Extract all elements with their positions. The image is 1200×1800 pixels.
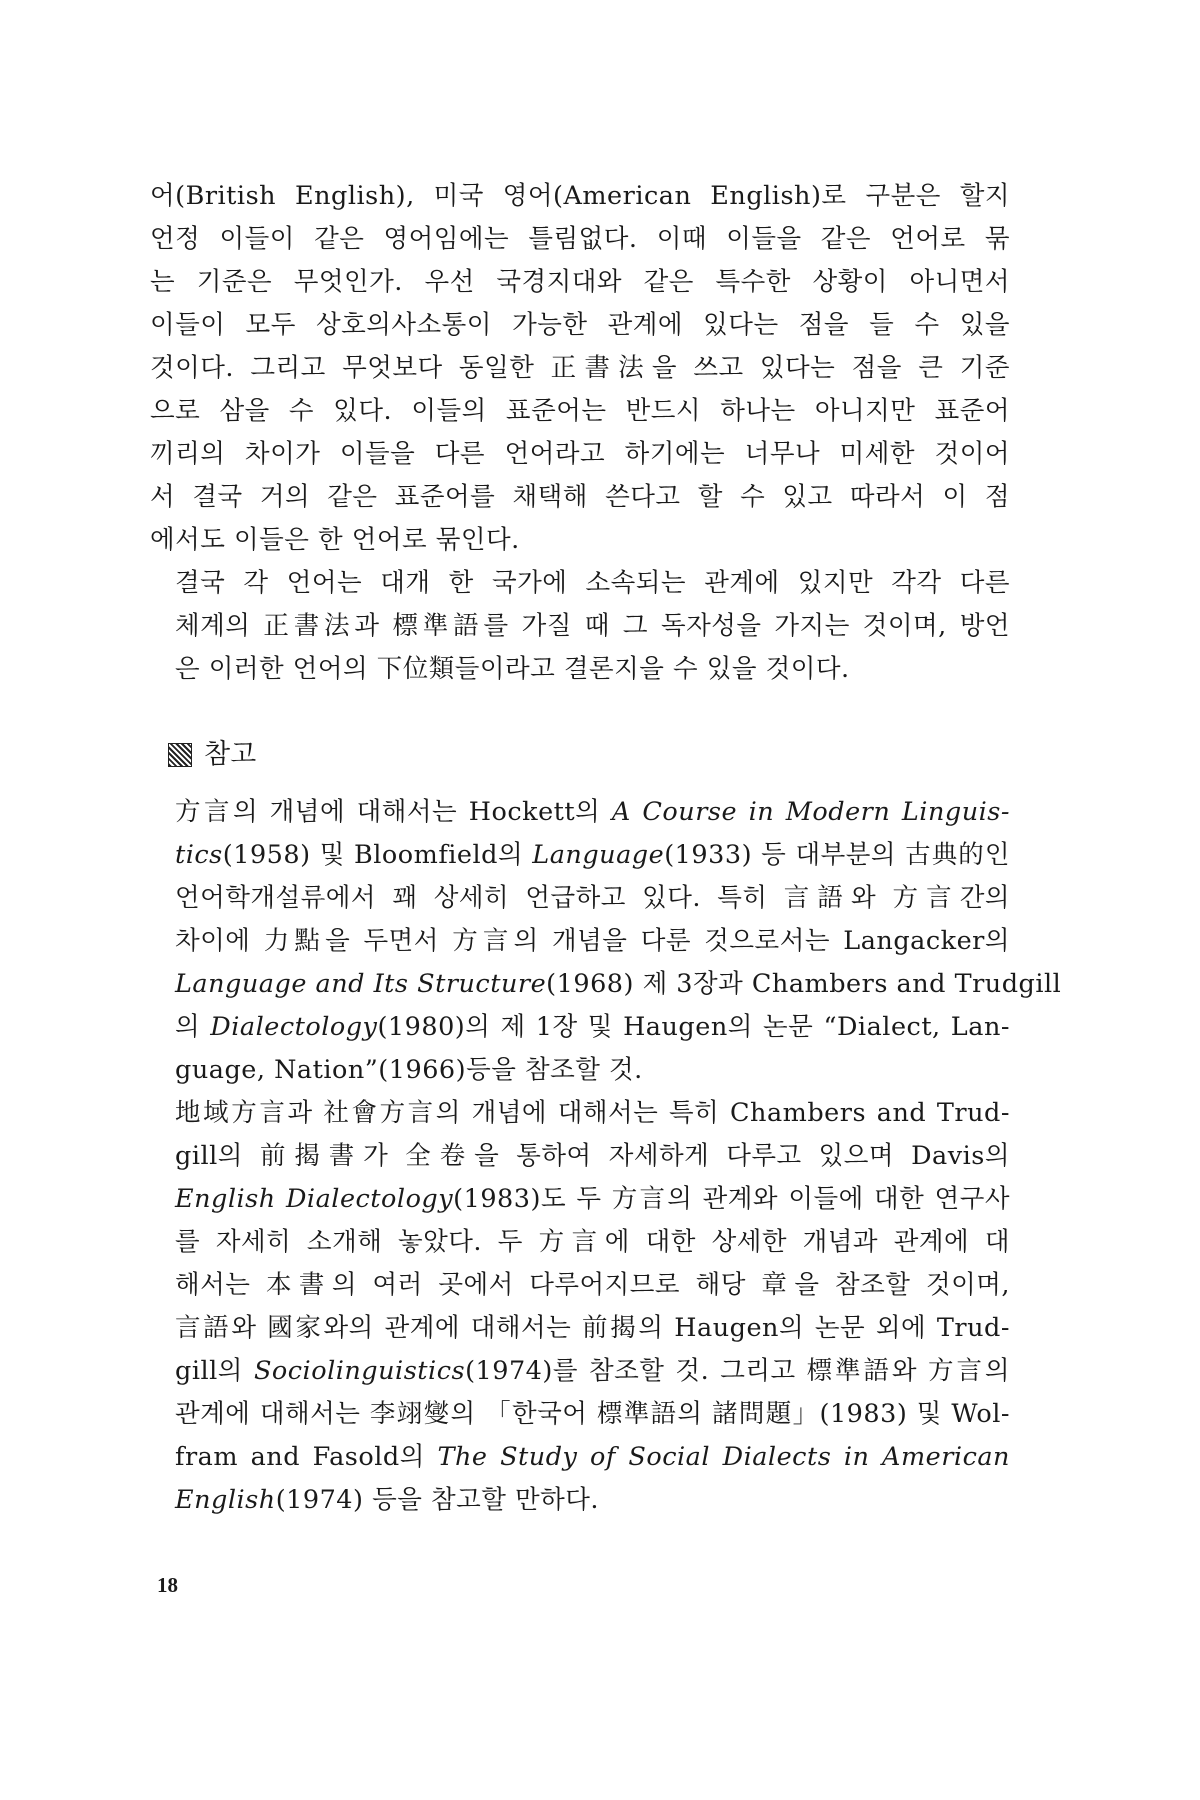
page-content bbox=[150, 175, 1062, 1522]
page-number: 18 bbox=[157, 1573, 178, 1597]
text-line: 어(British English), 미국 영어(American English)로 구분은 할지 bbox=[150, 181, 1010, 211]
text-line: 으로 삼을 수 있다. 이들의 표준어는 반드시 하나는 아니지만 표준어 bbox=[150, 396, 1010, 426]
text-line: 언정 이들이 같은 영어임에는 틀림없다. 이때 이들을 같은 언어로 묶 bbox=[150, 224, 1010, 254]
text-line: 地域方言과 社會方言의 개념에 대해서는 특히 Chambers and Trud- bbox=[175, 1098, 1010, 1128]
reference-heading bbox=[150, 735, 1010, 775]
text-line: 에서도 이들은 한 언어로 묶인다. bbox=[150, 525, 520, 555]
text-line: tics(1958) 및 Bloomfield의 Language(1933) 등 대부분의 古典的인 bbox=[175, 840, 1010, 870]
text-line: 은 이러한 언어의 下位類들이라고 결론지을 수 있을 것이다. bbox=[175, 654, 850, 684]
text-line: Language and Its Structure(1968) 제 3장과 Chambers and Trudgill bbox=[175, 969, 1062, 999]
text-line: 는 기준은 무엇인가. 우선 국경지대와 같은 특수한 상황이 아니면서 bbox=[150, 267, 1010, 297]
reference-paragraph-1 bbox=[150, 791, 1062, 1092]
reference-heading-label: 참고 bbox=[204, 739, 257, 770]
text-line: 언어학개설류에서 꽤 상세히 언급하고 있다. 특히 言語와 方言간의 bbox=[175, 883, 1010, 913]
text-line: 해서는 本書의 여러 곳에서 다루어지므로 해당 章을 참조할 것이며, bbox=[175, 1270, 1010, 1300]
text-line: guage, Nation”(1966)등을 참조할 것. bbox=[175, 1055, 643, 1085]
text-line: 차이에 力點을 두면서 方言의 개념을 다룬 것으로서는 Langacker의 bbox=[175, 926, 1010, 956]
text-line: 결국 각 언어는 대개 한 국가에 소속되는 관계에 있지만 각각 다른 bbox=[175, 568, 1010, 598]
reference-section bbox=[150, 791, 1062, 1522]
text-line: 서 결국 거의 같은 표준어를 채택해 쓴다고 할 수 있고 따라서 이 점 bbox=[150, 482, 1010, 512]
text-line: 체계의 正書法과 標準語를 가질 때 그 독자성을 가지는 것이며, 방언 bbox=[175, 611, 1010, 641]
text-line: 의 Dialectology(1980)의 제 1장 및 Haugen의 논문 “Dialect, Lan- bbox=[175, 1012, 1010, 1042]
text-line: English(1974) 등을 참고할 만하다. bbox=[175, 1485, 599, 1515]
text-line: English Dialectology(1983)도 두 方言의 관계와 이들에 대한 연구사 bbox=[175, 1184, 1010, 1214]
text-line: 方言의 개념에 대해서는 Hockett의 A Course in Modern Linguis- bbox=[175, 797, 1010, 827]
text-line: 이들이 모두 상호의사소통이 가능한 관계에 있다는 점을 들 수 있을 bbox=[150, 310, 1010, 340]
body-paragraph-2 bbox=[150, 562, 1010, 691]
text-line: gill의 前揭書가 全卷을 통하여 자세하게 다루고 있으며 Davis의 bbox=[175, 1141, 1010, 1171]
reference-paragraph-2 bbox=[150, 1092, 1010, 1522]
text-line: 것이다. 그리고 무엇보다 동일한 正書法을 쓰고 있다는 점을 큰 기준 bbox=[150, 353, 1010, 383]
text-line: gill의 Sociolinguistics(1974)를 참조할 것. 그리고 標準語와 方言의 bbox=[175, 1356, 1010, 1386]
text-line: 言語와 國家와의 관계에 대해서는 前揭의 Haugen의 논문 외에 Trud- bbox=[175, 1313, 1010, 1343]
body-paragraph-1 bbox=[150, 175, 1010, 562]
text-line: fram and Fasold의 The Study of Social Dialects in American bbox=[175, 1442, 1010, 1472]
section-marker-icon bbox=[168, 743, 192, 767]
text-line: 관계에 대해서는 李翊燮의 「한국어 標準語의 諸問題」(1983) 및 Wol- bbox=[175, 1399, 1010, 1429]
text-line: 끼리의 차이가 이들을 다른 언어라고 하기에는 너무나 미세한 것이어 bbox=[150, 439, 1010, 469]
text-line: 를 자세히 소개해 놓았다. 두 方言에 대한 상세한 개념과 관계에 대 bbox=[175, 1227, 1010, 1257]
